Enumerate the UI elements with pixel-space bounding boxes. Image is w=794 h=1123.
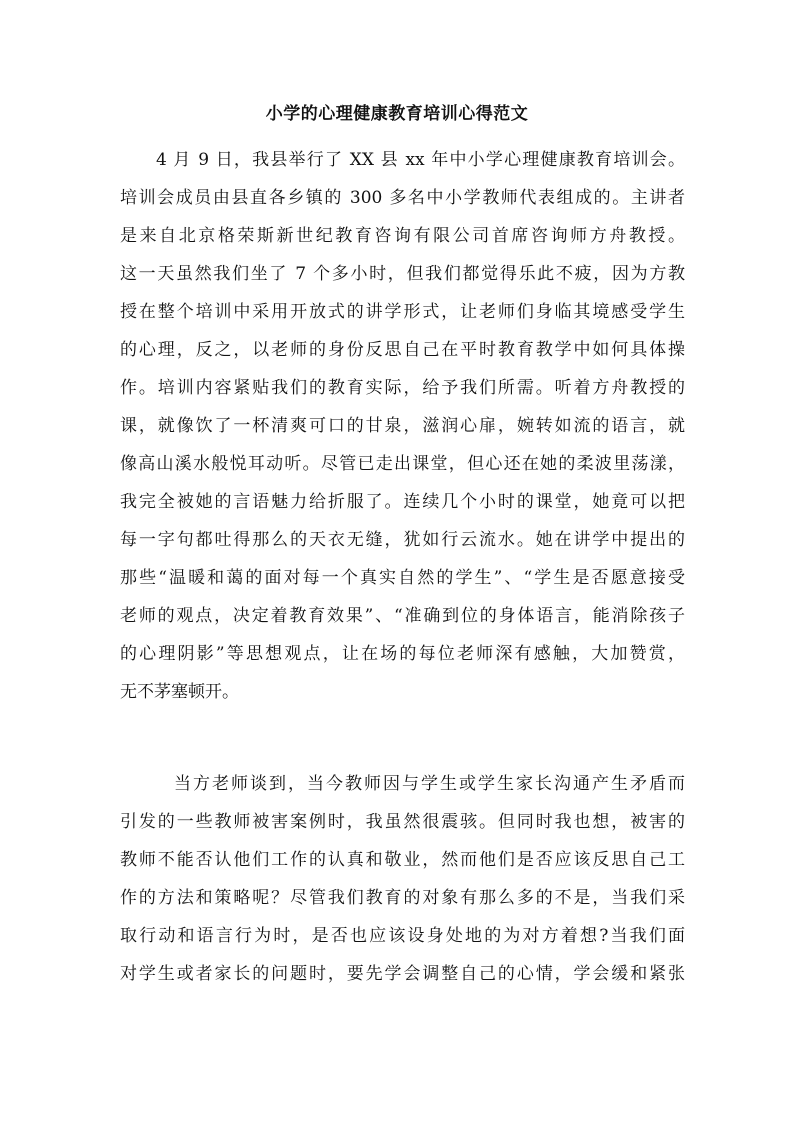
text-line: 那些“温暖和蔼的面对每一个真实自然的学生”、“学生是否愿意接受 [120, 568, 685, 588]
paragraph-1 [120, 141, 685, 711]
text-line: 对学生或者家长的问题时，要先学会调整自己的心情，学会缓和紧张 [120, 964, 685, 984]
text-line: 取行动和语言行为时，是否也应该设身处地的为对方着想?当我们面 [120, 926, 685, 946]
text-line: 课，就像饮了一杯清爽可口的甘泉，滋润心扉，婉转如流的语言，就 [120, 416, 685, 436]
text-line: 这一天虽然我们坐了 7 个多小时，但我们都觉得乐此不疲，因为方教 [120, 264, 685, 284]
text-line: 的心理，反之，以老师的身份反思自己在平时教育教学中如何具体操 [120, 340, 685, 360]
text-line: 像高山溪水般悦耳动听。尽管已走出课堂，但心还在她的柔波里荡漾， [120, 454, 685, 474]
text-line: 是来自北京格荣斯新世纪教育咨询有限公司首席咨询师方舟教授。 [120, 226, 685, 246]
text-line: 老师的观点，决定着教育效果”、“准确到位的身体语言，能消除孩子 [120, 606, 685, 626]
text-line: 作的方法和策略呢？尽管我们教育的对象有那么多的不是，当我们采 [120, 888, 685, 908]
text-line: 每一字句都吐得那么的天衣无缝，犹如行云流水。她在讲学中提出的 [120, 530, 685, 550]
text-line: 当方老师谈到，当今教师因与学生或学生家长沟通产生矛盾而 [174, 774, 685, 794]
text-line: 培训会成员由县直各乡镇的 300 多名中小学教师代表组成的。主讲者 [120, 188, 685, 208]
paragraph-2 [120, 765, 685, 993]
document-title: 小学的心理健康教育培训心得范文 [265, 104, 529, 124]
text-line: 无不茅塞顿开。 [120, 682, 239, 702]
text-line: 4 月 9 日，我县举行了 XX 县 xx 年中小学心理健康教育培训会。 [156, 150, 685, 170]
text-line: 教师不能否认他们工作的认真和敬业，然而他们是否应该反思自己工 [120, 850, 685, 870]
text-line: 授在整个培训中采用开放式的讲学形式，让老师们身临其境感受学生 [120, 302, 685, 322]
text-line: 引发的一些教师被害案例时，我虽然很震骇。但同时我也想，被害的 [120, 812, 685, 832]
text-line: 我完全被她的言语魅力给折服了。连续几个小时的课堂，她竟可以把 [120, 492, 685, 512]
text-line: 的心理阴影”等思想观点，让在场的每位老师深有感触，大加赞赏， [120, 644, 685, 664]
text-line: 作。培训内容紧贴我们的教育实际，给予我们所需。听着方舟教授的 [120, 378, 685, 398]
